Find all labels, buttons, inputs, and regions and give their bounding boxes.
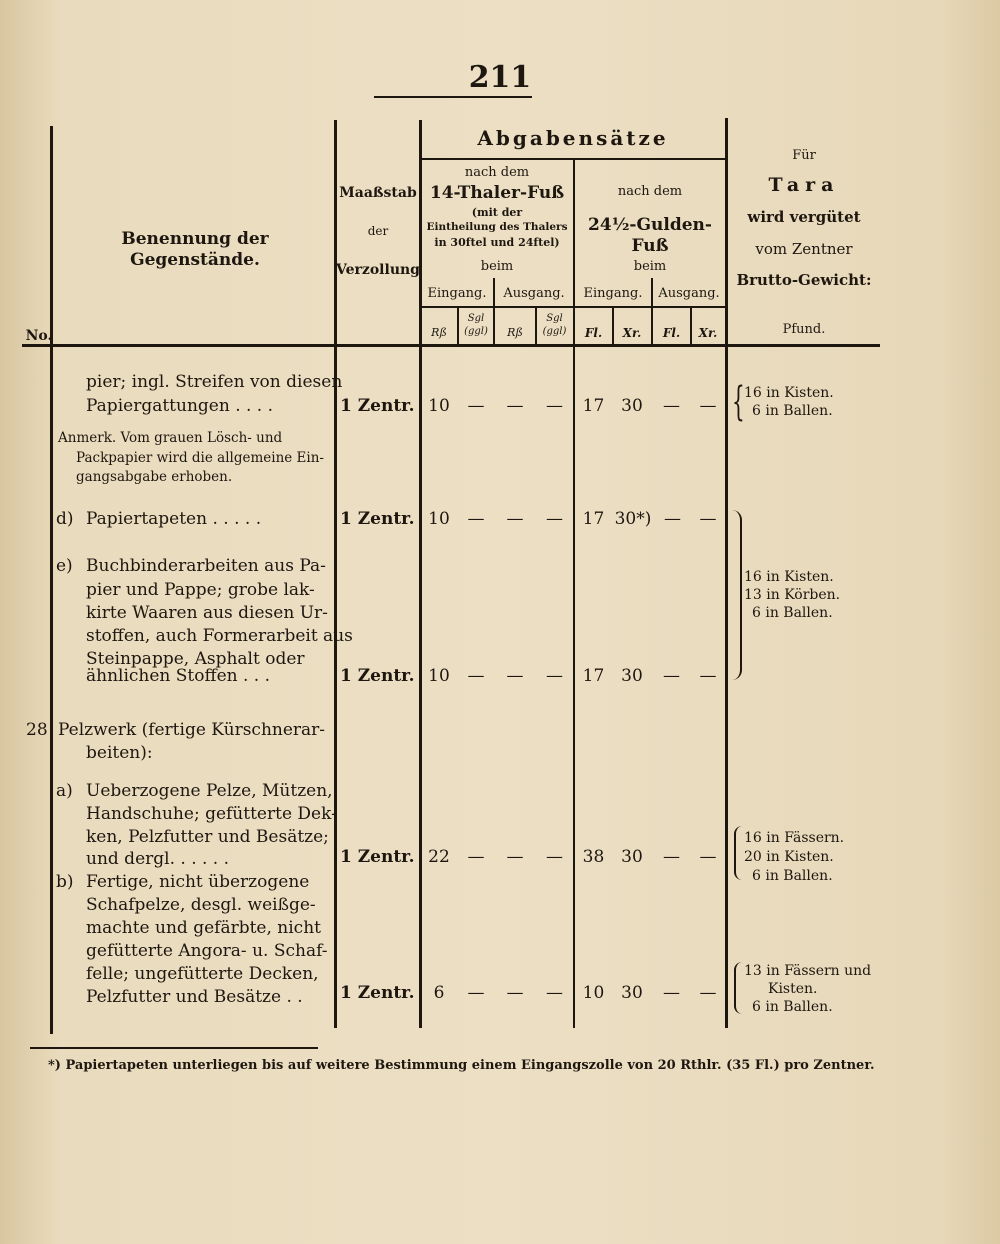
thaler-eingang: Eingang. (427, 286, 487, 301)
row-1-a-xr: — (699, 396, 717, 416)
row-b-a-xr: — (699, 983, 717, 1003)
row-a-label: a) (56, 781, 73, 801)
row-a-a-sgr: — (546, 847, 563, 867)
row-b-mass: 1 Zentr. (340, 983, 415, 1003)
row-a-a-rt: — (506, 847, 524, 867)
thaler-beim: beim (480, 259, 514, 274)
row-d-e-sgr: — (467, 509, 485, 529)
row-1-e-fl: 17 (582, 396, 605, 416)
header-maassstab: Maaßstab (339, 185, 417, 201)
header-benennung: Benennung der Gegenstände. (121, 229, 269, 271)
rule-mass-right (419, 120, 422, 1028)
row-d-a-rt: — (506, 509, 524, 529)
row-d-a-sgr: — (546, 509, 563, 529)
row-d-mass: 1 Zentr. (340, 509, 415, 529)
row-e-a-xr: — (699, 666, 717, 686)
row-1-e-rt: 10 (428, 396, 450, 416)
row-b-a-rt: — (506, 983, 524, 1003)
row-b-tara-line-3: 6 in Ballen. (752, 999, 833, 1015)
row-a-tara-line-3: 6 in Ballen. (752, 868, 833, 884)
row-1-a-rt: — (506, 396, 524, 416)
gulden-title: 24½-Gulden-Fuß (588, 215, 712, 257)
row-a-e-sgr: — (467, 847, 485, 867)
row-1-e-xr: 30 (621, 396, 643, 416)
row-e-tara-line-3: 6 in Ballen. (752, 605, 833, 621)
page-number: 211 (468, 60, 532, 95)
rule-header-bottom (22, 344, 880, 347)
rule-text-right (334, 120, 337, 1028)
header-der: der (367, 224, 389, 238)
row-1-a-sgr: — (546, 396, 563, 416)
tara-vom-zentner: vom Zentner (755, 240, 853, 258)
row-1-text-line-1: pier; ingl. Streifen von diesen (86, 372, 343, 392)
row-e-a-fl: — (663, 666, 680, 686)
thaler-ausgang: Ausgang. (503, 286, 565, 301)
gulden-fl-1: Fl. (584, 326, 603, 340)
thaler-sgr-2: Sgl (ggl) (542, 313, 567, 337)
row-e-tara-line-1: 16 in Kisten. (744, 569, 834, 585)
row-a-tara-line-2: 20 in Kisten. (744, 849, 834, 865)
row-a-tara-line-1: 16 in Fässern. (744, 830, 845, 846)
gulden-ausgang: Ausgang. (658, 286, 720, 301)
thaler-rt-1: Rß (431, 326, 447, 339)
row-b-tara-brace (734, 962, 742, 1014)
row-d-e-fl: 17 (582, 509, 605, 529)
thaler-note-3: in 30ftel und 24ftel) (434, 236, 560, 249)
row-a-tara-brace (734, 826, 742, 880)
row-b-e-rt: 6 (433, 983, 445, 1003)
note-line-3: gangsabgabe erhoben. (76, 469, 233, 485)
thaler-rt-2: Rß (507, 326, 523, 339)
tara-title: Tara (768, 174, 840, 196)
gulden-nach-dem: nach dem (617, 184, 683, 199)
header-abgabensaetze: Abgabensätze (477, 126, 669, 150)
row-e-text-line-5: Steinpappe, Asphalt oder (86, 649, 305, 669)
row-1-tara-line-1: 16 in Kisten. (744, 385, 834, 401)
rule-beim-under (421, 306, 725, 308)
row-a-e-rt: 22 (428, 847, 450, 867)
thaler-nach-dem: nach dem (464, 165, 530, 180)
row-b-tara-line-2: Kisten. (768, 981, 818, 997)
row-b-e-xr: 30 (621, 983, 643, 1003)
row-b-text-line-1: Fertige, nicht überzogene (86, 872, 310, 892)
rule-abgaben-under (421, 158, 725, 160)
row-e-mass: 1 Zentr. (340, 666, 415, 686)
row-d-label: d) (56, 509, 74, 529)
tara-brutto-gewicht: Brutto-Gewicht: (736, 271, 872, 289)
gulden-xr-1: Xr. (622, 326, 642, 340)
row-1-tara-line-2: 6 in Ballen. (752, 403, 833, 419)
row-1-text-line-2: Papiergattungen . . . . (86, 396, 274, 416)
row-28-text-line-1: Pelzwerk (fertige Kürschnerar- (58, 720, 326, 740)
row-a-text-line-2: Handschuhe; gefütterte Dek- (86, 804, 337, 824)
row-a-e-xr: 30 (621, 847, 643, 867)
row-b-text-line-4: gefütterte Angora- u. Schaf- (86, 941, 328, 961)
row-a-text-line-4: und dergl. . . . . . (86, 849, 230, 869)
row-28-text-line-2: beiten): (86, 743, 153, 763)
row-e-e-rt: 10 (428, 666, 450, 686)
rule-footnote (30, 1047, 318, 1049)
row-b-a-sgr: — (546, 983, 563, 1003)
header-verzollung: Verzollung (336, 262, 420, 278)
row-d-a-xr: — (699, 509, 717, 529)
row-b-a-fl: — (663, 983, 680, 1003)
row-b-text-line-6: Pelzfutter und Besätze . . (86, 987, 303, 1007)
row-b-tara-line-1: 13 in Fässern und (744, 963, 872, 979)
row-b-text-line-3: machte und gefärbte, nicht (86, 918, 321, 938)
gulden-xr-2: Xr. (698, 326, 718, 340)
row-e-text-line-3: kirte Waaren aus diesen Ur- (86, 603, 328, 623)
tara-fuer: Für (792, 148, 816, 163)
gulden-beim: beim (633, 259, 667, 274)
row-e-e-fl: 17 (582, 666, 605, 686)
row-a-e-fl: 38 (582, 847, 605, 867)
row-1-a-fl: — (663, 396, 680, 416)
footnote: *) Papiertapeten unterliegen bis auf weitere Bestimmung einem Eingangszolle von 20 Rthlr. (35 Fl.) pro Zentner. (48, 1058, 875, 1073)
thaler-title: 14-Thaler-Fuß (429, 183, 565, 203)
thaler-note-1: (mit der (471, 206, 523, 219)
row-e-text-line-6: ähnlichen Stoffen . . . (86, 666, 271, 686)
page-number-rule (374, 96, 532, 98)
row-b-label: b) (56, 872, 74, 892)
row-1-tara-brace: { (732, 379, 745, 425)
row-e-text-line-2: pier und Pappe; grobe lak- (86, 580, 315, 600)
row-e-tara-line-2: 13 in Körben. (744, 587, 841, 603)
row-d-e-xr: 30*) (614, 509, 652, 529)
row-b-text-line-2: Schafpelze, desgl. weißge- (86, 895, 316, 915)
row-d-text: Papiertapeten . . . . . (86, 509, 262, 529)
note-line-2: Packpapier wird die allgemeine Ein- (76, 450, 324, 466)
rule-left (50, 126, 53, 1034)
gulden-eingang: Eingang. (583, 286, 643, 301)
thaler-sgr-1: Sgl (ggl) (464, 313, 488, 337)
tara-pfund: Pfund. (782, 322, 826, 337)
row-d-e-rt: 10 (428, 509, 450, 529)
row-a-text-line-1: Ueberzogene Pelze, Mützen, (86, 781, 333, 801)
row-a-a-fl: — (663, 847, 680, 867)
thaler-note-2: Eintheilung des Thalers (426, 221, 568, 233)
note-line-1: Anmerk. Vom grauen Lösch- und (58, 430, 283, 446)
row-b-e-fl: 10 (582, 983, 605, 1003)
row-de-tara-brace (732, 510, 742, 680)
row-b-e-sgr: — (467, 983, 485, 1003)
row-e-e-xr: 30 (621, 666, 643, 686)
row-28-number: 28 (26, 720, 48, 740)
row-e-text-line-4: stoffen, auch Formerarbeit aus (86, 626, 353, 646)
header-no: No. (25, 328, 53, 344)
row-e-a-sgr: — (546, 666, 563, 686)
row-e-a-rt: — (506, 666, 524, 686)
row-a-mass: 1 Zentr. (340, 847, 415, 867)
row-1-mass: 1 Zentr. (340, 396, 415, 416)
row-a-text-line-3: ken, Pelzfutter und Besätze; (86, 827, 329, 847)
row-e-label: e) (56, 556, 73, 576)
row-b-text-line-5: felle; ungefütterte Decken, (86, 964, 319, 984)
row-e-text-line-1: Buchbinderarbeiten aus Pa- (86, 556, 326, 576)
row-d-a-fl: — (664, 509, 681, 529)
row-e-e-sgr: — (467, 666, 485, 686)
gulden-fl-2: Fl. (662, 326, 681, 340)
row-1-e-sgr: — (467, 396, 485, 416)
tara-wird-verguetet: wird vergütet (747, 208, 861, 226)
row-a-a-xr: — (699, 847, 717, 867)
